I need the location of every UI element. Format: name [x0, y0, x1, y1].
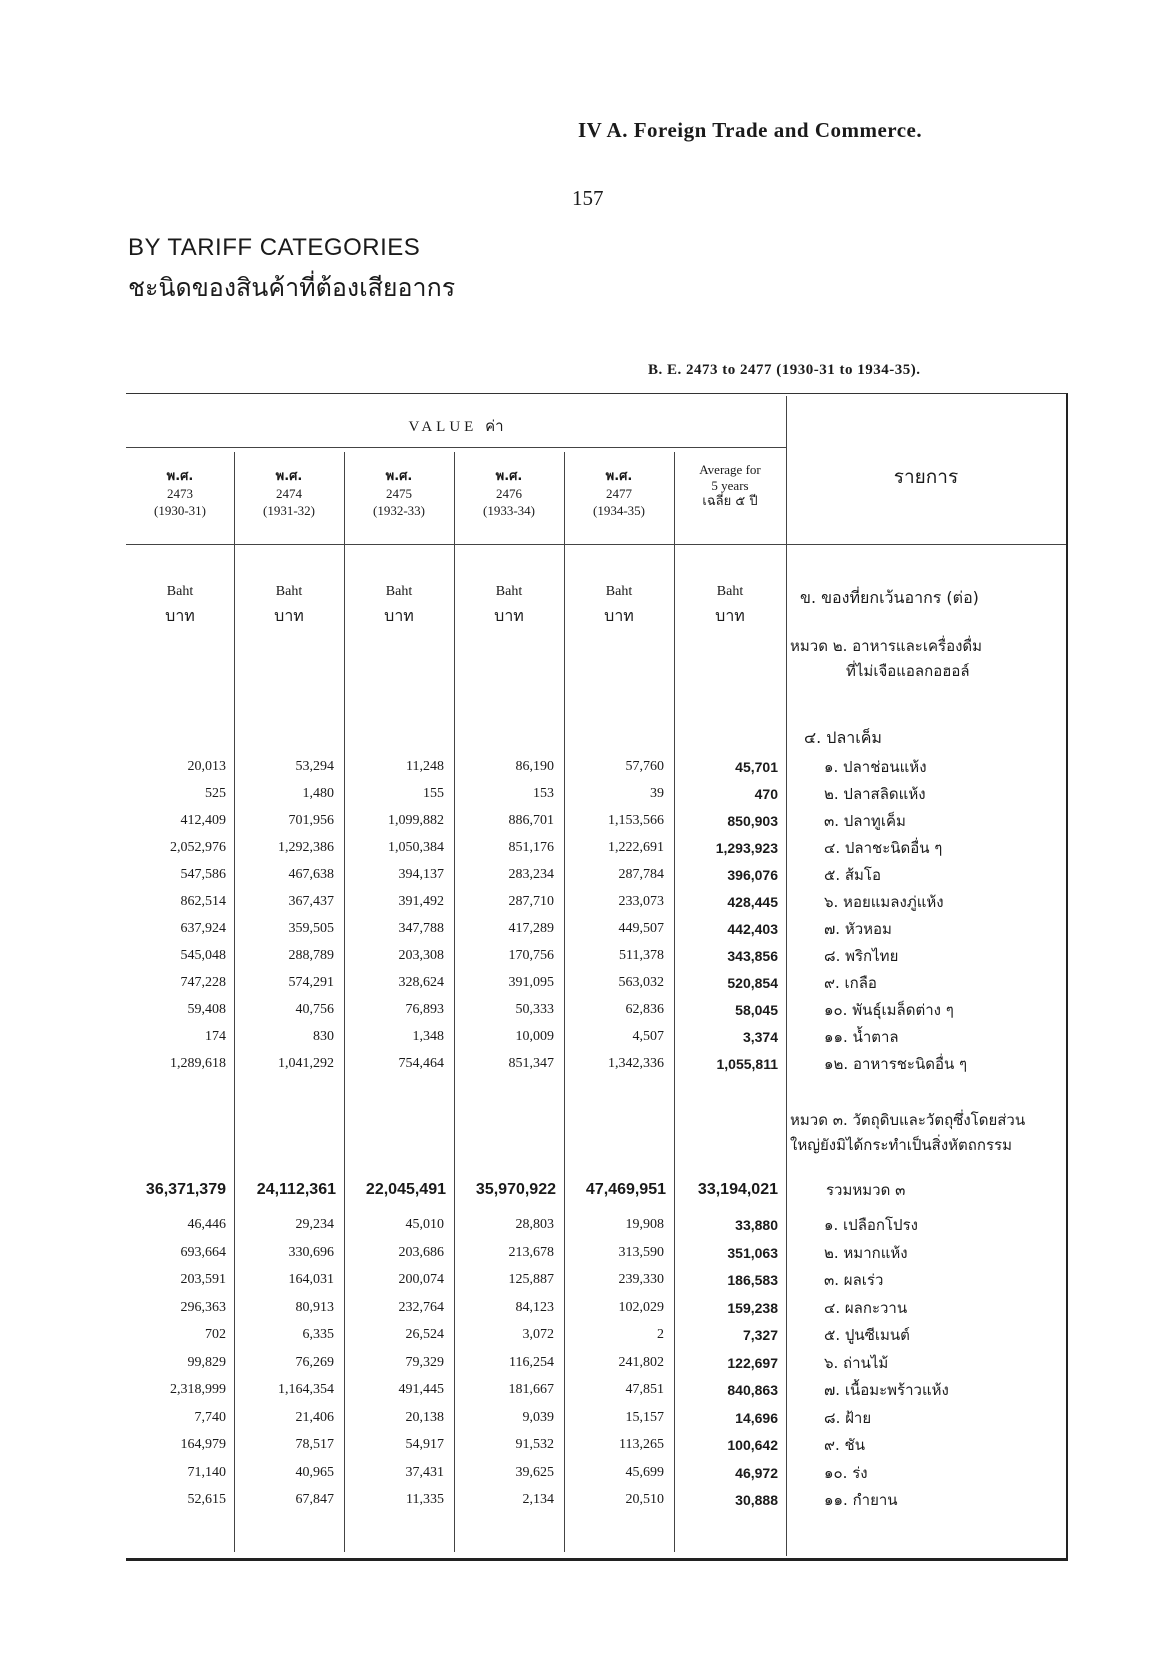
row-label: ๓. ปลาทูเค็ม: [824, 812, 906, 830]
table-cell: 40,756: [295, 1002, 334, 1017]
table-cell: 2: [657, 1327, 664, 1342]
row-label: ๗. หัวหอม: [824, 920, 892, 938]
row-label: ๙. ชัน: [824, 1436, 865, 1454]
table-cell-average: 58,045: [735, 1002, 778, 1018]
table-cell-average: 442,403: [727, 921, 778, 937]
table-cell-average: 186,583: [727, 1272, 778, 1288]
table-cell-average: 122,697: [727, 1354, 778, 1371]
table-cell: 20,013: [187, 759, 226, 774]
table-cell: 20,510: [625, 1492, 664, 1507]
table-cell: 200,074: [398, 1272, 444, 1287]
table-cell: 391,492: [398, 894, 444, 909]
table-cell: 203,308: [398, 948, 444, 963]
period-label: B. E. 2473 to 2477 (1930-31 to 1934-35).: [648, 362, 921, 378]
table-cell: 241,802: [618, 1354, 664, 1370]
column-header-2477: [564, 468, 674, 519]
table-cell: 1,480: [302, 786, 334, 801]
table-cell: 491,445: [398, 1382, 444, 1397]
value-label: VALUE: [408, 419, 478, 435]
table-cell: 239,330: [618, 1272, 664, 1287]
row-label: ๕. ปูนซีเมนต์: [824, 1326, 910, 1344]
column-header-2474: [234, 468, 344, 519]
table-cell: 449,507: [618, 921, 664, 936]
value-header: [126, 414, 786, 438]
column-header-average: [674, 462, 786, 510]
row-label: ๖. หอยแมลงภู่แห้ง: [824, 893, 944, 911]
title-thai: ชะนิดของสินค้าที่ต้องเสียอากร: [128, 273, 456, 302]
table-cell: 116,254: [509, 1354, 554, 1370]
description-header: รายการ: [893, 466, 959, 488]
table-cell: 39: [650, 786, 664, 801]
table-cell: 851,176: [508, 840, 554, 855]
table-cell: 563,032: [618, 975, 664, 990]
table-cell: 45,699: [625, 1464, 664, 1480]
table-cell: 11,248: [406, 759, 444, 774]
table-cell: 394,137: [398, 867, 444, 882]
table-cell: 164,031: [288, 1272, 334, 1287]
unit-label: Baht บาท: [384, 584, 414, 625]
table-cell: 287,710: [508, 894, 554, 909]
unit-label: Baht บาท: [274, 584, 304, 625]
table-cell: 747,228: [180, 975, 226, 990]
table-cell: 287,784: [618, 867, 664, 882]
table-cell: 862,514: [180, 894, 226, 909]
table-cell: 330,696: [288, 1244, 334, 1260]
table-cell: 57,760: [625, 759, 664, 774]
value-header-rule: [126, 447, 786, 448]
row-label: ๓. ผลเร่ว: [824, 1271, 884, 1289]
table-cell: 213,678: [508, 1244, 554, 1260]
table-cell: 40,965: [295, 1464, 334, 1480]
table-cell: 52,615: [187, 1492, 226, 1507]
table-cell: 886,701: [508, 813, 554, 828]
table-cell-average: 428,445: [727, 894, 778, 910]
table-cell: 36,371,379: [145, 1181, 226, 1198]
table-cell: 62,836: [625, 1002, 664, 1017]
row-label: ๖. ถ่านไม้: [824, 1353, 889, 1372]
unit-label: Baht บาท: [715, 584, 745, 625]
row-label: ๑. เปลือกโปรง: [824, 1216, 918, 1234]
page-number: 157: [572, 186, 604, 210]
row-label: ๑๐. ร่ง: [824, 1463, 868, 1482]
year-label: 2474: [276, 486, 302, 501]
table-cell: 6,335: [302, 1327, 334, 1342]
table-cell: 99,829: [187, 1354, 226, 1370]
table-cell-average: 33,194,021: [697, 1181, 778, 1198]
table-row: [126, 915, 1066, 943]
table-cell: 76,893: [405, 1002, 444, 1017]
row-label: ๑๑. น้ำตาล: [824, 1028, 899, 1046]
row-label: รวมหมวด ๓: [826, 1181, 906, 1199]
table-row: [126, 1023, 1066, 1051]
table-cell: 155: [423, 786, 444, 801]
table-cell: 203,686: [398, 1244, 444, 1260]
table-cell: 29,234: [295, 1217, 334, 1232]
table-cell: 3,072: [522, 1327, 554, 1342]
table-cell: 53,294: [295, 759, 334, 774]
table-cell: 347,788: [398, 921, 444, 936]
unit-label: Baht บาท: [165, 584, 195, 625]
table-cell: 511,378: [619, 948, 664, 963]
table-cell: 701,956: [288, 813, 334, 828]
table-cell: 1,292,386: [278, 840, 334, 855]
table-cell: 21,406: [295, 1409, 334, 1425]
table-cell-average: 1,293,923: [715, 840, 778, 856]
table-cell: 174: [205, 1029, 226, 1044]
table-cell-average: 7,327: [742, 1327, 778, 1343]
table-cell: 113,265: [619, 1437, 664, 1452]
year-label: 2477: [606, 486, 632, 501]
table-cell: 2,318,999: [170, 1382, 226, 1397]
table-cell: 181,667: [508, 1382, 554, 1397]
group-2-heading: หมวด ๒. อาหารและเครื่องดื่ม ที่ไม่เจือแอลกอฮอล์: [790, 637, 983, 680]
table-cell: 328,624: [398, 975, 444, 990]
table-cell: 547,586: [180, 867, 226, 882]
value-label-thai: ค่า: [485, 417, 504, 435]
row-label: ๔. ปลาชะนิดอื่น ๆ: [824, 839, 943, 857]
table-cell: 233,073: [618, 894, 664, 909]
table-cell: 4,507: [632, 1029, 664, 1044]
table-cell: 1,041,292: [278, 1056, 334, 1071]
table-cell: 164,979: [180, 1437, 226, 1452]
subgroup-heading: ๔. ปลาเค็ม: [804, 728, 882, 747]
era-label: พ.ศ.: [275, 469, 303, 484]
table-cell: 76,269: [295, 1354, 334, 1370]
year-label: 2473: [167, 486, 193, 501]
table-cell: 28,803: [515, 1217, 554, 1232]
table-cell-average: 1,055,811: [716, 1056, 778, 1072]
table-cell: 67,847: [295, 1492, 334, 1507]
table-row: [126, 1431, 1066, 1459]
table-cell: 1,222,691: [608, 840, 664, 855]
unit-label: Baht บาท: [604, 584, 634, 625]
row-label: ๘. ฝ้าย: [824, 1408, 872, 1427]
table-cell: 1,099,882: [388, 813, 444, 828]
table-cell-average: 33,880: [735, 1217, 778, 1233]
era-label: พ.ศ.: [605, 469, 633, 484]
table-row: [126, 1266, 1066, 1294]
row-label: ๙. เกลือ: [824, 974, 877, 992]
table-cell: 35,970,922: [475, 1181, 556, 1198]
table-cell: 78,517: [295, 1437, 334, 1452]
table-cell-average: 3,374: [742, 1029, 778, 1045]
average-thai-label: เฉลี่ย ๕ ปี: [702, 494, 758, 509]
table-cell-average: 396,076: [727, 867, 778, 883]
year-span-label: (1934-35): [593, 503, 645, 518]
unit-label: Baht บาท: [494, 584, 524, 625]
table-cell: 10,009: [515, 1029, 554, 1044]
table-cell: 20,138: [405, 1409, 444, 1425]
title-english: BY TARIFF CATEGORIES: [128, 234, 421, 261]
table-row: [126, 1349, 1066, 1377]
table-cell: 574,291: [288, 975, 334, 990]
table-cell-average: 470: [754, 786, 778, 802]
era-label: พ.ศ.: [166, 469, 194, 484]
section-header: IV A. Foreign Trade and Commerce.: [578, 118, 923, 142]
average-years-label: 5 years: [711, 478, 749, 493]
table-cell-average: 159,238: [727, 1299, 778, 1316]
table-cell: 288,789: [288, 948, 334, 963]
table-row: [126, 942, 1066, 970]
table-cell: 19,908: [625, 1217, 664, 1232]
table-cell: 54,917: [405, 1437, 444, 1452]
table-row: [126, 1404, 1066, 1432]
table-cell: 702: [205, 1327, 226, 1342]
table-cell-average: 343,856: [727, 948, 778, 964]
table-cell-average: 100,642: [727, 1437, 778, 1453]
table-row: [126, 807, 1066, 835]
year-span-label: (1932-33): [373, 503, 425, 518]
table-cell: 45,010: [405, 1217, 444, 1232]
table-row: [126, 1050, 1066, 1078]
table-row: [126, 1321, 1066, 1349]
column-header-2475: [344, 468, 454, 519]
table-cell: 637,924: [180, 921, 226, 936]
table-cell-average: 45,701: [735, 759, 778, 775]
row-label: ๑๑. กำยาน: [824, 1491, 898, 1509]
row-label: ๑๒. อาหารชะนิดอื่น ๆ: [824, 1055, 968, 1073]
table-cell: 2,052,976: [170, 840, 226, 855]
table-cell: 391,095: [508, 975, 554, 990]
table-cell: 2,134: [522, 1492, 554, 1507]
total-row: [126, 1176, 1066, 1204]
table-cell: 24,112,361: [256, 1181, 336, 1198]
era-label: พ.ศ.: [495, 469, 523, 484]
table-cell: 71,140: [187, 1464, 226, 1480]
table-cell: 153: [533, 786, 554, 801]
table-cell: 39,625: [515, 1464, 554, 1480]
table-row: [126, 780, 1066, 808]
table-cell: 367,437: [288, 894, 334, 909]
year-span-label: (1931-32): [263, 503, 315, 518]
table-cell: 7,740: [194, 1409, 226, 1425]
table-cell: 754,464: [398, 1056, 444, 1071]
row-label: ๑๐. พันธุ์เมล็ดต่าง ๆ: [824, 1001, 954, 1019]
table-cell: 313,590: [618, 1244, 664, 1260]
year-span-label: (1930-31): [154, 503, 206, 518]
table-row: [126, 834, 1066, 862]
table-cell: 1,289,618: [170, 1056, 226, 1071]
table-cell: 1,050,384: [388, 840, 444, 855]
table-cell: 102,029: [618, 1299, 664, 1315]
table-cell: 37,431: [405, 1464, 444, 1480]
row-label: ๔. ผลกะวาน: [824, 1298, 908, 1317]
table-cell-average: 840,863: [727, 1382, 778, 1398]
table-cell: 359,505: [288, 921, 334, 936]
table-cell: 84,123: [515, 1299, 554, 1315]
table-cell: 467,638: [288, 867, 334, 882]
table-row: [126, 969, 1066, 997]
table-cell: 80,913: [295, 1299, 334, 1315]
row-label: ๒. หมากแห้ง: [824, 1243, 908, 1262]
table-row: [126, 753, 1066, 781]
table-cell: 9,039: [522, 1409, 554, 1425]
table-cell: 1,342,336: [608, 1056, 664, 1071]
table-row: [126, 888, 1066, 916]
row-label: ๗. เนื้อมะพร้าวแห้ง: [824, 1381, 949, 1399]
column-header-2473: [126, 468, 234, 519]
table-cell: 50,333: [515, 1002, 554, 1017]
table-cell: 125,887: [508, 1272, 554, 1287]
table-cell: 1,348: [412, 1029, 444, 1044]
table-cell: 851,347: [508, 1056, 554, 1071]
year-label: 2476: [496, 486, 522, 501]
table-cell-average: 850,903: [727, 813, 778, 829]
year-label: 2475: [386, 486, 412, 501]
table-cell: 412,409: [180, 813, 226, 828]
table-cell: 203,591: [180, 1272, 226, 1287]
table-cell: 296,363: [180, 1299, 226, 1315]
table-cell-average: 46,972: [735, 1464, 778, 1481]
table-cell: 283,234: [508, 867, 554, 882]
average-label: Average for: [699, 462, 761, 477]
table-row: [126, 1239, 1066, 1267]
table-cell: 26,524: [405, 1327, 444, 1342]
table-cell: 15,157: [625, 1409, 664, 1425]
row-label: ๘. พริกไทย: [824, 947, 899, 965]
table-cell: 830: [313, 1029, 334, 1044]
table-cell: 47,469,951: [585, 1181, 666, 1198]
table-cell: 86,190: [515, 759, 554, 774]
table-cell: 22,045,491: [365, 1181, 446, 1198]
table-cell: 1,164,354: [278, 1382, 334, 1397]
row-label: ๒. ปลาสลิดแห้ง: [824, 785, 926, 803]
table-row: [126, 1376, 1066, 1404]
table-cell: 11,335: [406, 1492, 444, 1507]
table-row: [126, 996, 1066, 1024]
table-row: [126, 1294, 1066, 1322]
year-span-label: (1933-34): [483, 503, 535, 518]
table-cell: 79,329: [405, 1354, 444, 1370]
table-cell: 59,408: [187, 1002, 226, 1017]
table-cell: 232,764: [398, 1299, 444, 1315]
column-header-2476: [454, 468, 564, 519]
table-cell: 417,289: [508, 921, 554, 936]
table-cell: 693,664: [180, 1244, 226, 1260]
row-label: ๑. ปลาช่อนแห้ง: [824, 758, 927, 776]
table-row: [126, 1211, 1066, 1239]
table-cell: 525: [205, 786, 226, 801]
table-cell: 545,048: [180, 948, 226, 963]
table-cell-average: 14,696: [735, 1409, 778, 1426]
table-cell: 170,756: [508, 948, 554, 963]
table-cell-average: 351,063: [727, 1244, 778, 1261]
category-label: ข. ของที่ยกเว้นอากร (ต่อ): [800, 588, 979, 607]
group-3-heading: หมวด ๓. วัตถุดิบและวัตถุซึ่งโดยส่วน ใหญ่ยังมิได้กระทำเป็นสิ่งหัตถกรรม: [790, 1111, 1026, 1154]
row-label: ๕. ส้มโอ: [824, 866, 881, 884]
table-cell-average: 520,854: [727, 975, 778, 991]
header-bottom-rule: [126, 544, 1066, 545]
table-cell: 1,153,566: [608, 813, 664, 828]
table-cell-average: 30,888: [735, 1492, 778, 1508]
era-label: พ.ศ.: [385, 469, 413, 484]
table-row: [126, 861, 1066, 889]
table-cell: 91,532: [515, 1437, 554, 1452]
table-cell: 47,851: [625, 1382, 664, 1397]
table-cell: 46,446: [187, 1217, 226, 1232]
table-row: [126, 1486, 1066, 1514]
table-row: [126, 1459, 1066, 1487]
